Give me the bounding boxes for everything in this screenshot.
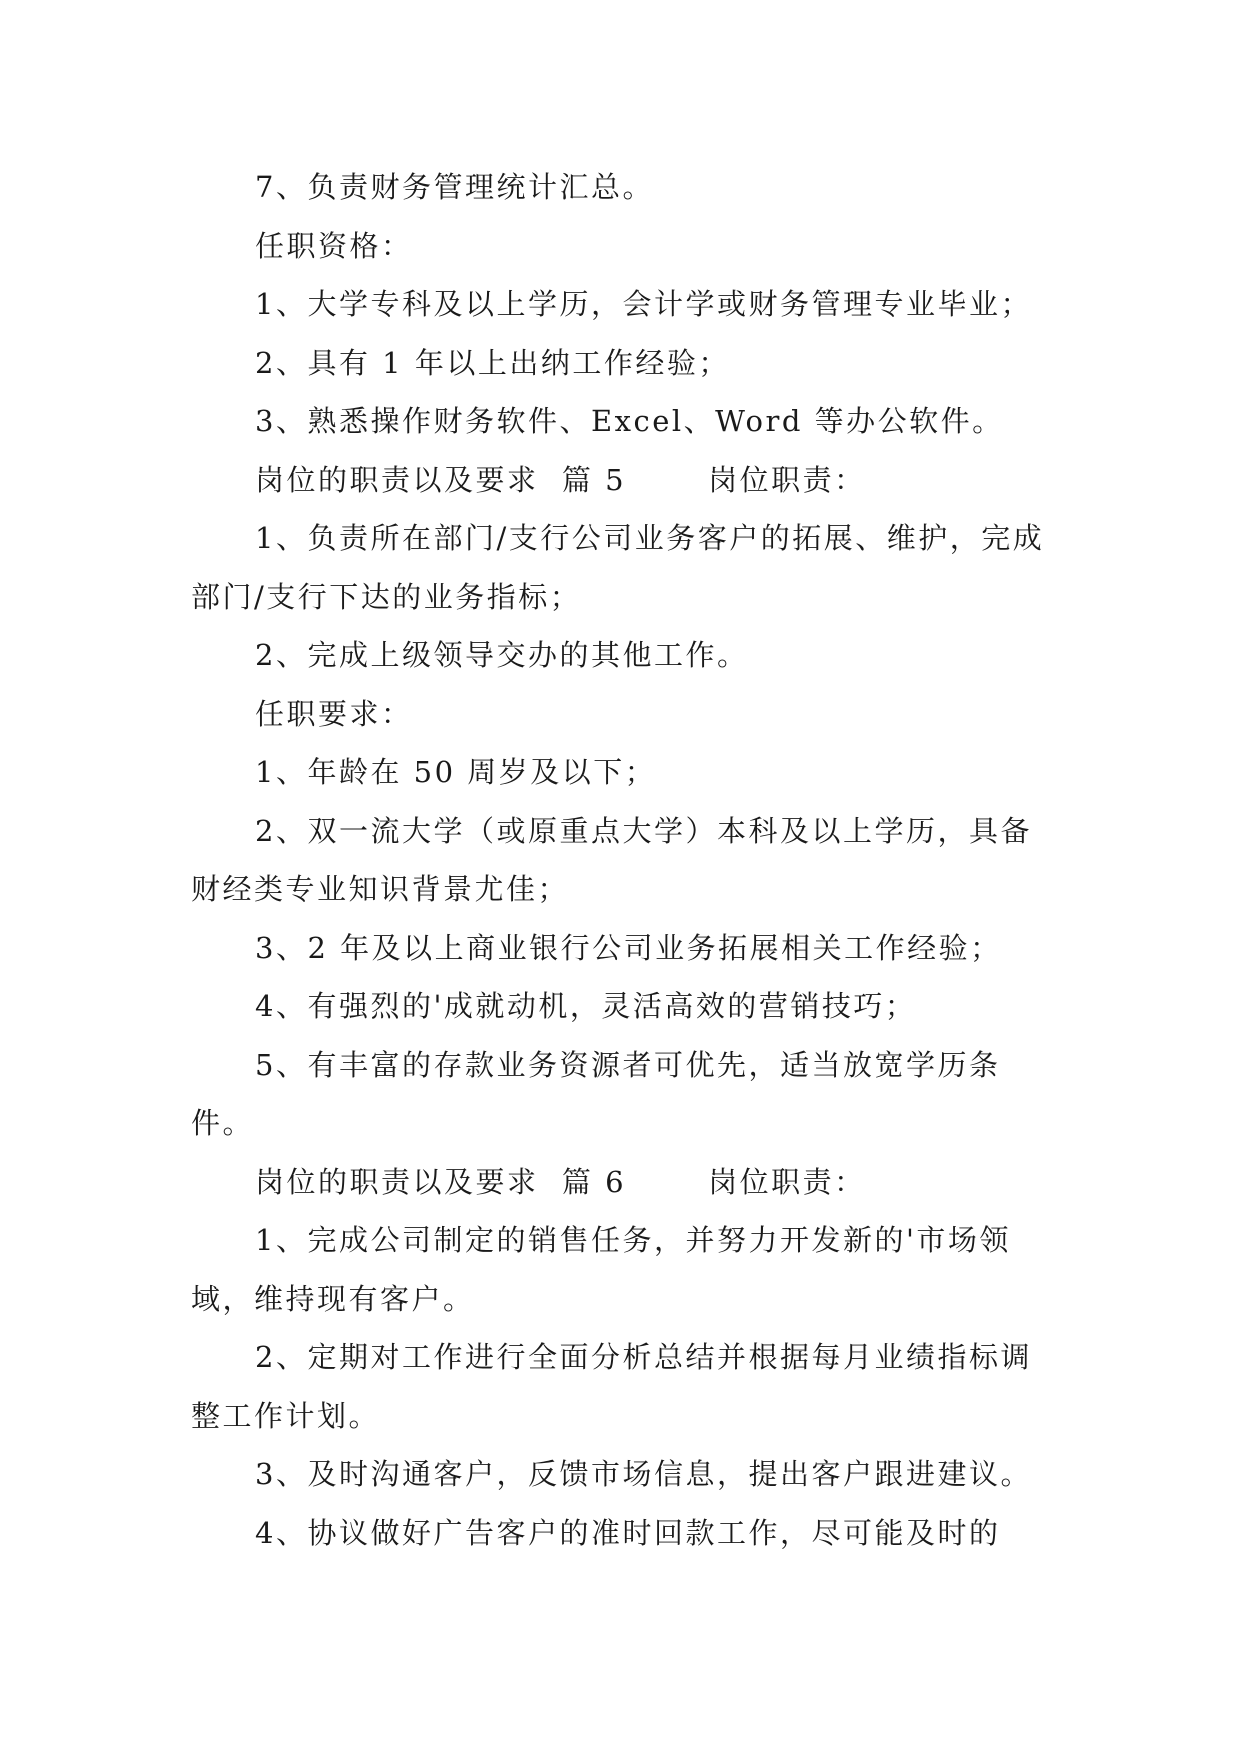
section-heading: 任职要求： bbox=[255, 696, 413, 731]
paragraph: 4、有强烈的'成就动机，灵活高效的营销技巧； bbox=[255, 989, 917, 1023]
paragraph: 4、协议做好广告客户的准时回款工作，尽可能及时的 bbox=[255, 1515, 1001, 1550]
paragraph: 1、负责所在部门/支行公司业务客户的拓展、维护，完成部门/支行下达的业务指标； bbox=[191, 521, 1045, 614]
paragraph: 3、熟悉操作财务软件、Excel、Word 等办公软件。 bbox=[255, 404, 1004, 438]
paragraph: 7、负责财务管理统计汇总。 bbox=[255, 170, 654, 204]
paragraph: 1、年龄在 50 周岁及以下； bbox=[255, 755, 657, 789]
paragraph: 2、完成上级领导交办的其他工作。 bbox=[255, 638, 749, 672]
document-body bbox=[191, 158, 1063, 1562]
section-heading: 岗位的职责以及要求 篇 5 岗位职责： bbox=[255, 462, 866, 497]
paragraph: 1、大学专科及以上学历，会计学或财务管理专业毕业； bbox=[255, 287, 1032, 321]
paragraph: 1、完成公司制定的销售任务，并努力开发新的'市场领域，维持现有客户。 bbox=[191, 1223, 1011, 1316]
paragraph: 2、双一流大学（或原重点大学）本科及以上学历，具备财经类专业知识背景尤佳； bbox=[191, 813, 1032, 906]
section-heading: 岗位的职责以及要求 篇 6 岗位职责： bbox=[255, 1164, 866, 1199]
section-heading: 任职资格： bbox=[255, 228, 413, 263]
paragraph: 3、2 年及以上商业银行公司业务拓展相关工作经验； bbox=[255, 930, 1002, 965]
paragraph: 2、具有 1 年以上出纳工作经验； bbox=[255, 345, 730, 380]
paragraph: 3、及时沟通客户，反馈市场信息，提出客户跟进建议。 bbox=[255, 1457, 1032, 1491]
paragraph: 5、有丰富的存款业务资源者可优先，适当放宽学历条件。 bbox=[191, 1047, 1001, 1140]
paragraph: 2、定期对工作进行全面分析总结并根据每月业绩指标调整工作计划。 bbox=[191, 1340, 1032, 1433]
